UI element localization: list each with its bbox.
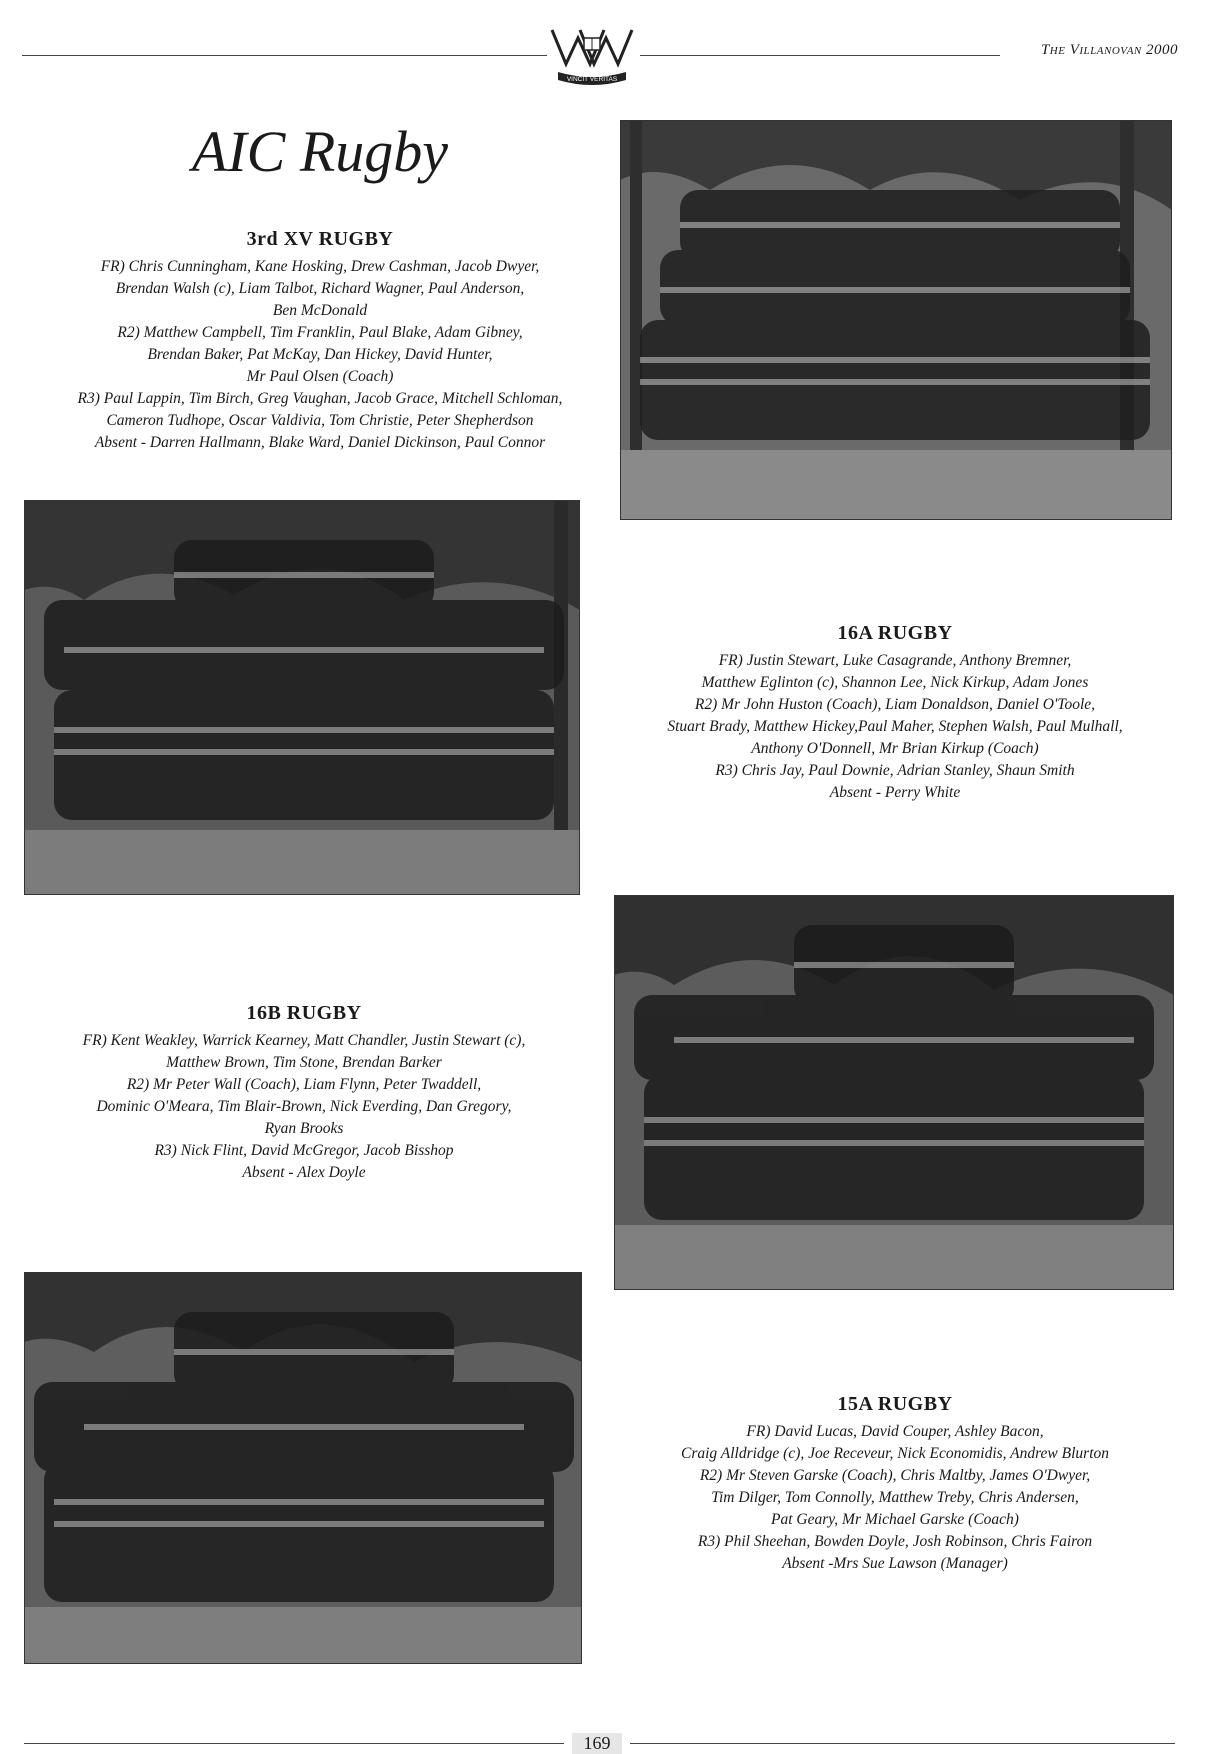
section-title: 15A RUGBY [837,1393,953,1415]
caption-line: Matthew Eglinton (c), Shannon Lee, Nick Kirkup, Adam Jones [701,674,1089,691]
page-title: AIC Rugby [191,119,449,184]
section-title: 3rd XV RUGBY [246,228,394,250]
header-rule-right [640,55,1000,56]
caption-line: Absent - Perry White [829,784,961,801]
caption-line: R2) Mr Peter Wall (Coach), Liam Flynn, Peter Twaddell, [126,1076,482,1093]
section-16a [605,622,1185,804]
school-crest-logo [548,24,636,88]
caption-line: Craig Alldridge (c), Joe Receveur, Nick Economidis, Andrew Blurton [680,1445,1110,1462]
footer-rule-right [630,1743,1175,1744]
caption-line: FR) David Lucas, David Couper, Ashley Bacon, [746,1423,1044,1440]
caption-line: R3) Chris Jay, Paul Downie, Adrian Stanley, Shaun Smith [715,762,1075,779]
section-title: 16A RUGBY [837,622,953,644]
team-photo-16a [24,500,580,895]
caption-line: Dominic O'Meara, Tim Blair-Brown, Nick Everding, Dan Gregory, [96,1098,512,1115]
caption-line: Mr Paul Olsen (Coach) [246,368,394,385]
caption-line: Absent - Darren Hallmann, Blake Ward, Daniel Dickinson, Paul Connor [94,434,546,451]
caption-line: Pat Geary, Mr Michael Garske (Coach) [771,1511,1019,1528]
team-photo-15a [24,1272,582,1664]
caption-line: R2) Matthew Campbell, Tim Franklin, Paul Blake, Adam Gibney, [117,324,523,341]
publication-title: The Villanovan 2000 [1040,42,1178,58]
caption-line: FR) Chris Cunningham, Kane Hosking, Drew Cashman, Jacob Dwyer, [100,258,540,275]
svg-text:VINCIT VERITAS: VINCIT VERITAS [566,76,618,83]
section-3rd-xv [30,228,610,454]
team-photo-3rd-xv [620,120,1172,520]
page-number: 169 [572,1733,622,1754]
caption-line: R3) Paul Lappin, Tim Birch, Greg Vaughan, Jacob Grace, Mitchell Schloman, [77,390,563,407]
section-16b [14,1002,594,1184]
section-15a [605,1393,1185,1575]
caption-line: Absent -Mrs Sue Lawson (Manager) [782,1555,1008,1572]
caption-line: Ryan Brooks [264,1120,344,1137]
caption-line: Stuart Brady, Matthew Hickey,Paul Maher, Stephen Walsh, Paul Mulhall, [667,718,1123,735]
caption-line: Matthew Brown, Tim Stone, Brendan Barker [166,1054,442,1071]
caption-line: R2) Mr John Huston (Coach), Liam Donaldson, Daniel O'Toole, [694,696,1096,713]
footer-rule-left [24,1743,564,1744]
caption-line: FR) Kent Weakley, Warrick Kearney, Matt Chandler, Justin Stewart (c), [82,1032,526,1049]
header-rule-left [22,55,547,56]
caption-line: Cameron Tudhope, Oscar Valdivia, Tom Christie, Peter Shepherdson [106,412,534,429]
caption-line: R3) Phil Sheehan, Bowden Doyle, Josh Robinson, Chris Fairon [697,1533,1093,1550]
caption-line: Brendan Baker, Pat McKay, Dan Hickey, David Hunter, [147,346,493,363]
section-title: 16B RUGBY [246,1002,362,1024]
caption-line: R3) Nick Flint, David McGregor, Jacob Bisshop [154,1142,454,1159]
caption-line: FR) Justin Stewart, Luke Casagrande, Anthony Bremner, [718,652,1072,669]
caption-line: R2) Mr Steven Garske (Coach), Chris Maltby, James O'Dwyer, [699,1467,1091,1484]
caption-line: Tim Dilger, Tom Connolly, Matthew Treby, Chris Andersen, [711,1489,1079,1506]
caption-line: Ben McDonald [272,302,368,319]
team-photo-16b [614,895,1174,1290]
caption-line: Anthony O'Donnell, Mr Brian Kirkup (Coach) [751,740,1039,757]
caption-line: Brendan Walsh (c), Liam Talbot, Richard Wagner, Paul Anderson, [115,280,525,297]
caption-line: Absent - Alex Doyle [242,1164,366,1181]
